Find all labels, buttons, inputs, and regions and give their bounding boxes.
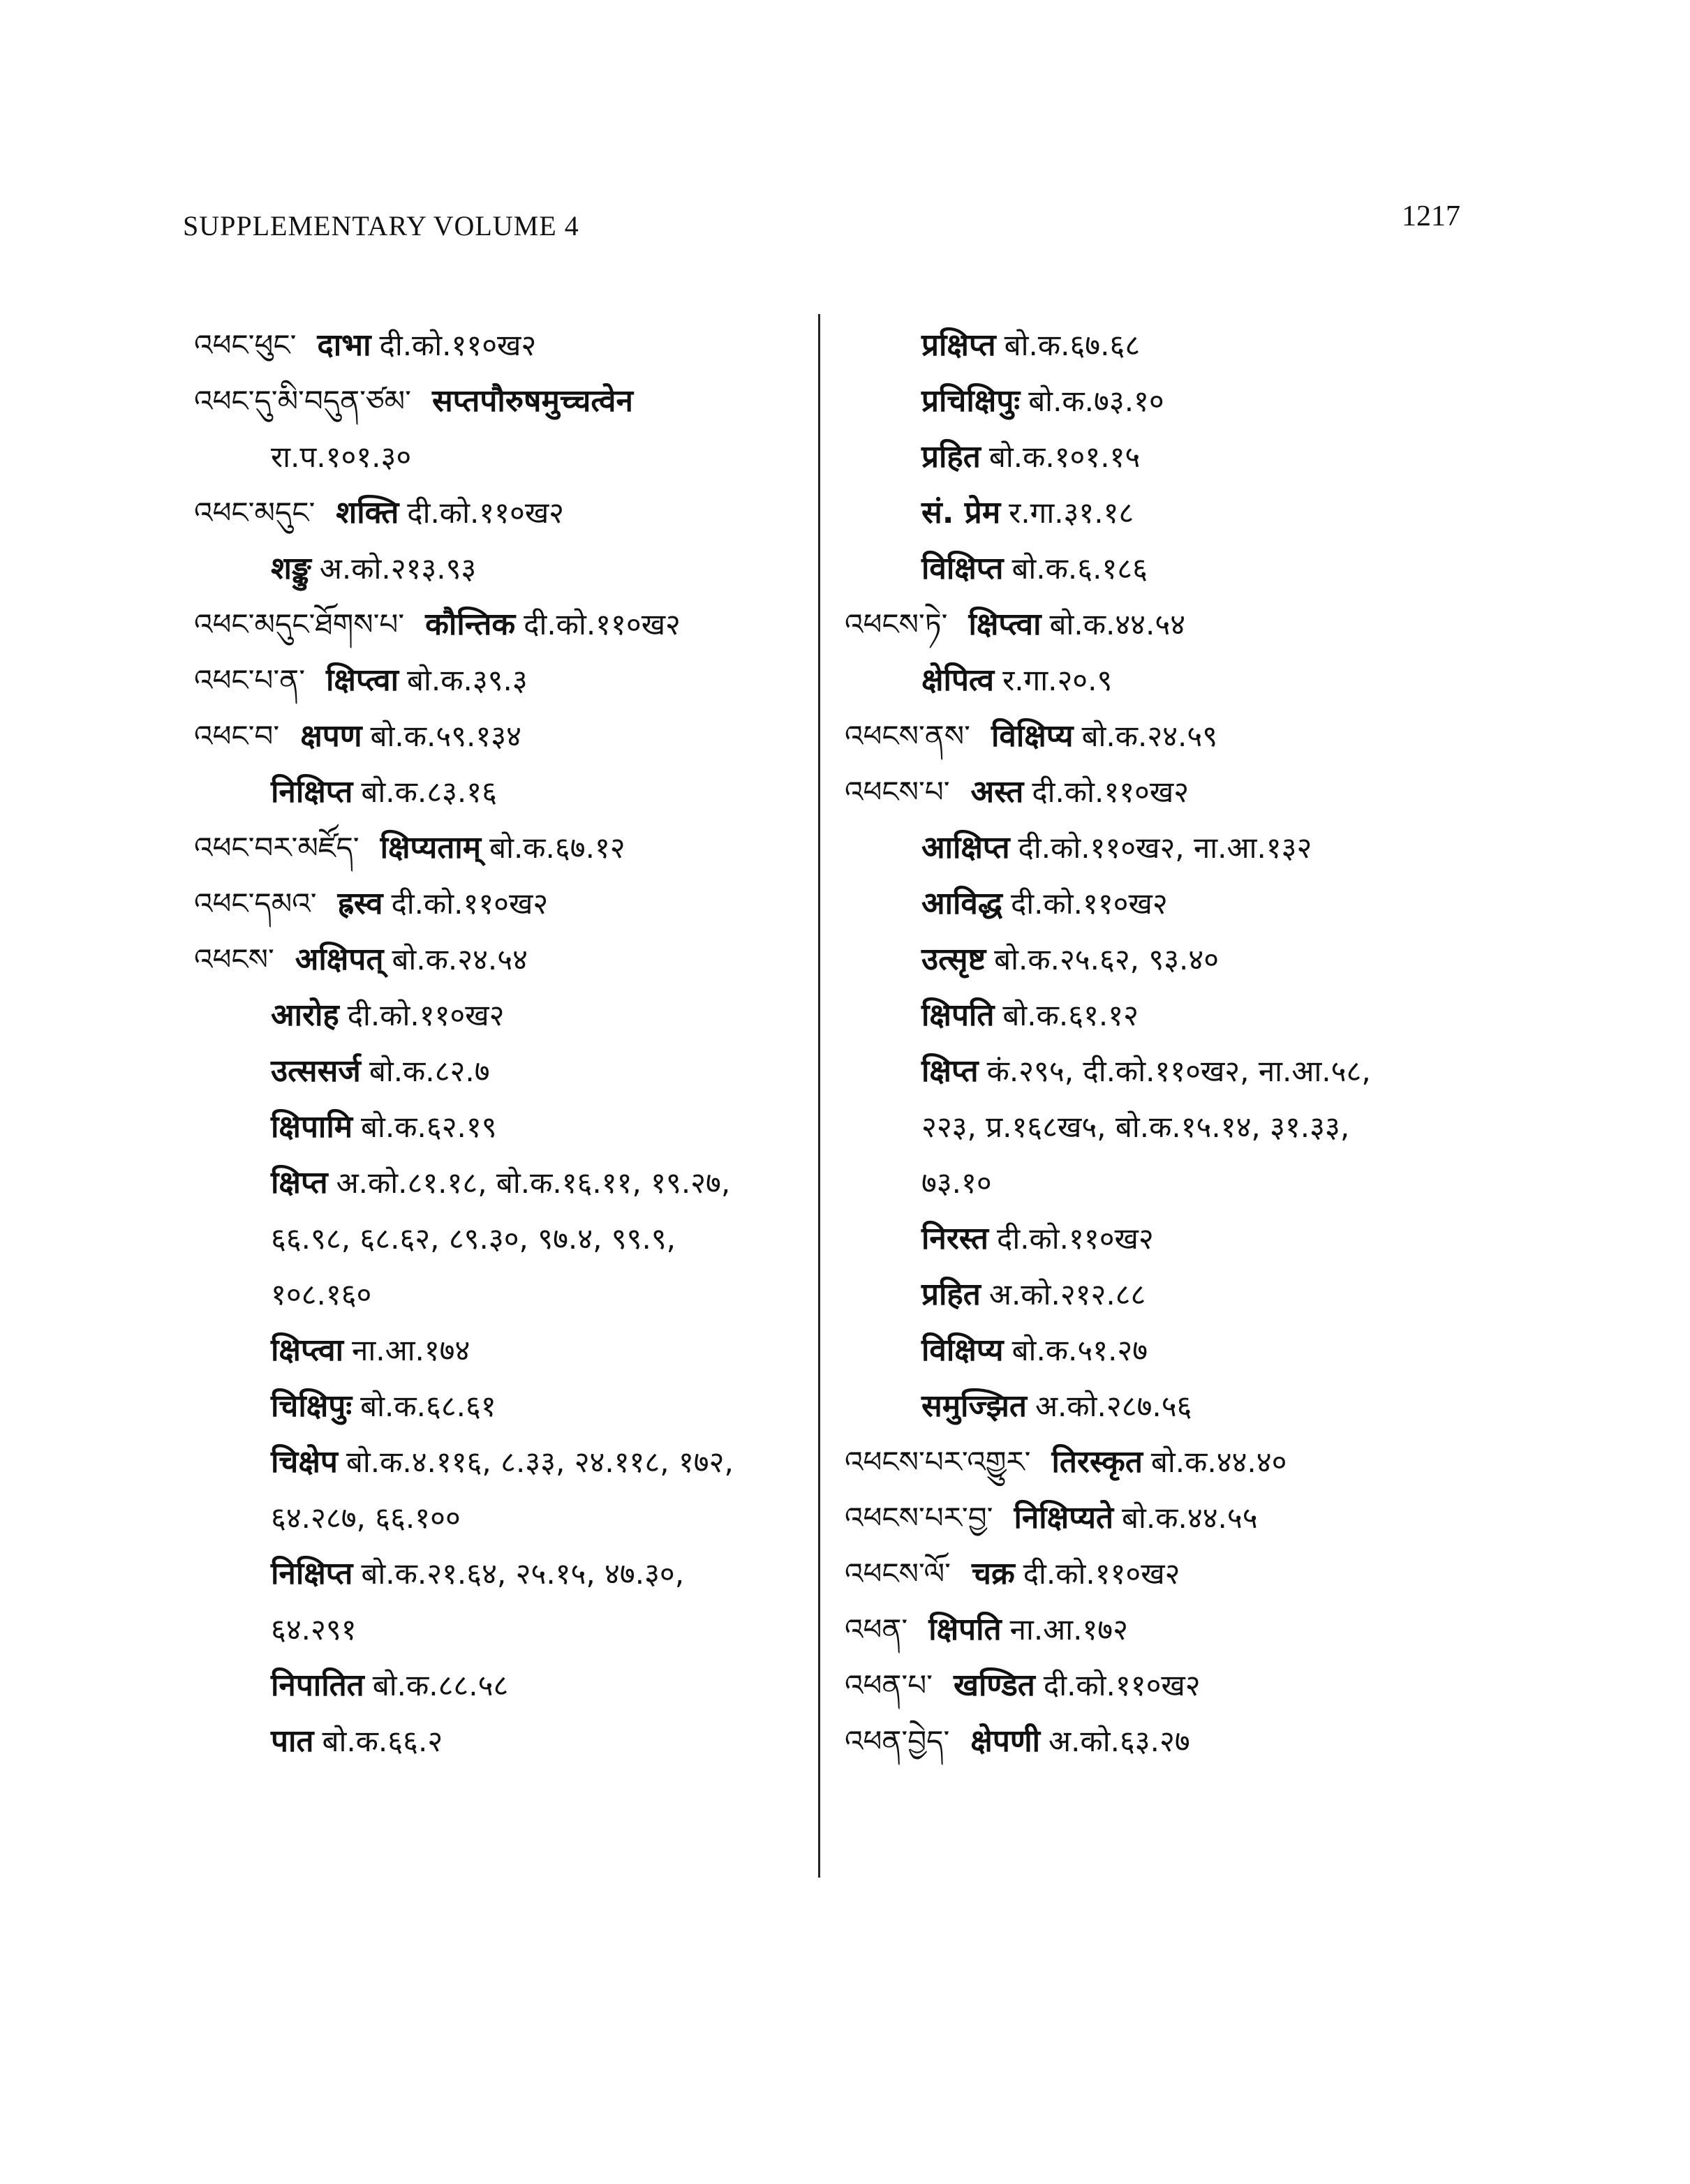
sub-entry bbox=[845, 1155, 1459, 1211]
sanskrit-equivalent: सप्तपौरुषमुच्चत्वेन bbox=[431, 383, 633, 419]
sanskrit-equivalent: अस्त bbox=[970, 774, 1024, 810]
source-reference: बो.क.२४.५४ bbox=[392, 942, 528, 976]
source-reference: १०८.१६० bbox=[271, 1277, 372, 1312]
sanskrit-equivalent: क्षेपणी bbox=[970, 1723, 1041, 1759]
page-header bbox=[183, 200, 1460, 248]
page-number: 1217 bbox=[1402, 200, 1460, 232]
dictionary-entry bbox=[194, 318, 822, 373]
tibetan-headword: འཕང་པ་ན་ bbox=[194, 663, 306, 697]
source-reference: बो.क.६७.१२ bbox=[489, 831, 625, 865]
source-reference: र.गा.२०.९ bbox=[1002, 663, 1113, 697]
source-reference: ना.आ.१७२ bbox=[1009, 1612, 1128, 1647]
source-reference: बो.क.५९.१३४ bbox=[370, 719, 521, 753]
source-reference: ६६.९८, ६८.६२, ८९.३०, ९७.४, ९९.९, bbox=[271, 1221, 676, 1256]
source-reference: दी.को.११०ख२ bbox=[407, 496, 565, 530]
sub-entry bbox=[194, 1267, 822, 1323]
sub-entry bbox=[845, 932, 1459, 988]
sub-entry bbox=[845, 1267, 1459, 1323]
column-divider bbox=[818, 314, 820, 1878]
source-reference: अ.को.८१.१८, बो.क.१६.११, १९.२७, bbox=[336, 1166, 731, 1200]
source-reference: बो.क.६१.१२ bbox=[1002, 998, 1139, 1032]
source-reference: बो.क.७३.१० bbox=[1028, 384, 1164, 418]
source-reference: बो.क.६६.२ bbox=[322, 1724, 443, 1758]
dictionary-entry bbox=[194, 708, 822, 764]
sanskrit-equivalent: प्रचिक्षिपुः bbox=[921, 383, 1021, 419]
sub-entry bbox=[845, 876, 1459, 932]
sanskrit-equivalent: उत्सृष्ट bbox=[921, 942, 986, 977]
dictionary-entry bbox=[845, 708, 1459, 764]
source-reference: बो.क.५१.२७ bbox=[1011, 1333, 1148, 1367]
source-reference: दी.को.११०ख२ bbox=[391, 886, 549, 921]
sub-entry bbox=[194, 1546, 822, 1602]
source-reference: दी.को.११०ख२ bbox=[524, 607, 681, 641]
sub-entry bbox=[845, 1379, 1459, 1434]
sanskrit-equivalent: क्षिप्त bbox=[921, 1053, 979, 1089]
dictionary-entry bbox=[845, 1434, 1459, 1490]
sanskrit-equivalent: क्षिपति bbox=[928, 1612, 1002, 1647]
sanskrit-equivalent: शङ्कु bbox=[271, 551, 311, 586]
sanskrit-equivalent: विक्षिप्य bbox=[921, 1332, 1004, 1368]
sanskrit-equivalent: उत्ससर्ज bbox=[271, 1053, 361, 1089]
sanskrit-equivalent: सं. प्रेम bbox=[921, 495, 1001, 530]
dictionary-entry bbox=[845, 1546, 1459, 1602]
sub-entry bbox=[194, 1211, 822, 1267]
source-reference: दी.को.११०ख२ bbox=[1010, 886, 1168, 921]
tibetan-headword: འཕང་དམའ་ bbox=[194, 886, 317, 921]
left-column bbox=[194, 318, 822, 1769]
sanskrit-equivalent: पात bbox=[271, 1723, 314, 1759]
tibetan-headword: འཕང་བར་མཛོད་ bbox=[194, 831, 360, 865]
source-reference: बो.क.६.१८६ bbox=[1011, 551, 1148, 586]
sub-entry bbox=[845, 373, 1459, 429]
tibetan-headword: འཕངས་པར་འགྱུར་ bbox=[845, 1445, 1031, 1479]
sanskrit-equivalent: क्षिप्त्वा bbox=[326, 662, 399, 698]
source-reference: अ.को.२१२.८८ bbox=[988, 1277, 1146, 1312]
sanskrit-equivalent: क्षिप्त्वा bbox=[271, 1332, 344, 1368]
sanskrit-equivalent: विक्षिप्त bbox=[921, 551, 1004, 586]
sanskrit-equivalent: निरस्त bbox=[921, 1221, 989, 1256]
sub-entry bbox=[845, 1211, 1459, 1267]
source-reference: बो.क.८३.१६ bbox=[361, 775, 497, 809]
sanskrit-equivalent: कौन्तिक bbox=[425, 607, 516, 642]
sub-entry bbox=[845, 541, 1459, 597]
sanskrit-equivalent: शक्ति bbox=[336, 495, 399, 530]
source-reference: बो.क.२५.६२, ९३.४० bbox=[994, 942, 1220, 976]
sub-entry bbox=[845, 485, 1459, 541]
sanskrit-equivalent: चिक्षेप bbox=[271, 1444, 338, 1480]
dictionary-entry bbox=[194, 820, 822, 876]
tibetan-headword: འཕན་ bbox=[845, 1612, 908, 1647]
source-reference: रा.प.१०१.३० bbox=[271, 440, 412, 474]
sanskrit-equivalent: क्षिपति bbox=[921, 997, 995, 1033]
source-reference: दी.को.११०ख२ bbox=[347, 998, 505, 1032]
sanskrit-equivalent: चिक्षिपुः bbox=[271, 1388, 353, 1424]
sub-entry bbox=[194, 1323, 822, 1379]
sub-entry bbox=[845, 429, 1459, 485]
dictionary-entry bbox=[845, 1714, 1459, 1769]
sub-entry bbox=[845, 1043, 1459, 1099]
sub-entry bbox=[194, 1099, 822, 1155]
source-reference: बो.क.४४.४० bbox=[1150, 1445, 1287, 1479]
sanskrit-equivalent: निपातित bbox=[271, 1667, 364, 1703]
sanskrit-equivalent: क्षिप्त bbox=[271, 1165, 328, 1201]
dictionary-entry bbox=[845, 764, 1459, 820]
source-reference: र.गा.३१.१८ bbox=[1009, 496, 1134, 530]
sanskrit-equivalent: आरोह bbox=[271, 997, 339, 1033]
sanskrit-equivalent: समुज्झित bbox=[921, 1388, 1027, 1424]
sanskrit-equivalent: क्षिपामि bbox=[271, 1109, 353, 1145]
source-reference: अ.को.२८७.५६ bbox=[1035, 1389, 1192, 1423]
sub-entry bbox=[194, 1714, 822, 1769]
tibetan-headword: འཕན་པ་ bbox=[845, 1668, 933, 1702]
sub-entry bbox=[194, 1434, 822, 1490]
source-reference: दी.को.११०ख२ bbox=[1032, 775, 1189, 809]
dictionary-entry bbox=[194, 597, 822, 653]
dictionary-entry bbox=[194, 932, 822, 988]
sanskrit-equivalent: निक्षिप्यते bbox=[1014, 1500, 1114, 1536]
tibetan-headword: འཕང་མདུང་ཐོགས་པ་ bbox=[194, 607, 405, 641]
sub-entry bbox=[845, 1099, 1459, 1155]
source-reference: बो.क.८२.७ bbox=[369, 1054, 490, 1088]
sub-entry bbox=[194, 429, 822, 485]
sub-entry bbox=[194, 1490, 822, 1546]
source-reference: बो.क.६७.६८ bbox=[1004, 328, 1141, 362]
sub-entry bbox=[194, 764, 822, 820]
sub-entry bbox=[194, 1155, 822, 1211]
sanskrit-equivalent: अक्षिपत् bbox=[295, 942, 384, 977]
sanskrit-equivalent: आविद्ध bbox=[921, 886, 1002, 921]
sanskrit-equivalent: क्षपण bbox=[300, 718, 362, 754]
source-reference: बो.क.२४.५९ bbox=[1081, 719, 1218, 753]
source-reference: ६४.२८७, ६६.१०० bbox=[271, 1501, 461, 1535]
sub-entry bbox=[845, 820, 1459, 876]
sanskrit-equivalent: विक्षिप्य bbox=[991, 718, 1074, 754]
sanskrit-equivalent: प्रक्षिप्त bbox=[921, 327, 996, 363]
source-reference: ७३.१० bbox=[921, 1166, 992, 1200]
source-reference: दी.को.११०ख२, ना.आ.१३२ bbox=[1018, 831, 1312, 865]
source-reference: अ.को.२१३.९३ bbox=[319, 551, 477, 586]
sanskrit-equivalent: खण्डित bbox=[953, 1667, 1035, 1703]
right-column bbox=[845, 318, 1459, 1769]
dictionary-entry bbox=[845, 1490, 1459, 1546]
source-reference: ना.आ.१७४ bbox=[352, 1333, 470, 1367]
source-reference: बो.क.४.११६, ८.३३, २४.११८, १७२, bbox=[346, 1445, 734, 1479]
tibetan-headword: འཕངས་ནས་ bbox=[845, 719, 970, 753]
source-reference: बो.क.४४.५४ bbox=[1049, 607, 1186, 641]
source-reference: कं.२९५, दी.को.११०ख२, ना.आ.५८, bbox=[986, 1054, 1371, 1088]
sub-entry bbox=[845, 318, 1459, 373]
sanskrit-equivalent: प्रहित bbox=[921, 439, 981, 475]
sanskrit-equivalent: ह्रस्व bbox=[337, 886, 383, 921]
source-reference: बो.क.८८.५८ bbox=[372, 1668, 509, 1702]
tibetan-headword: འཕངས་ལོ་ bbox=[845, 1557, 951, 1591]
tibetan-headword: འཕང་དུ་མི་བདུན་ཙམ་ bbox=[194, 384, 411, 418]
tibetan-headword: འཕན་བྱེད་ bbox=[845, 1724, 950, 1758]
sub-entry bbox=[845, 1323, 1459, 1379]
dictionary-entry bbox=[194, 653, 822, 708]
source-reference: दी.को.११०ख२ bbox=[379, 328, 537, 362]
tibetan-headword: འཕངས་པ་ bbox=[845, 775, 950, 809]
sub-entry bbox=[845, 988, 1459, 1043]
sub-entry bbox=[194, 1658, 822, 1714]
source-reference: बो.क.३९.३ bbox=[407, 663, 528, 697]
tibetan-headword: འཕང་མདུང་ bbox=[194, 496, 316, 530]
sanskrit-equivalent: क्षिप्यताम् bbox=[380, 830, 482, 866]
sub-entry bbox=[194, 988, 822, 1043]
source-reference: बो.क.२१.६४, २५.१५, ४७.३०, bbox=[361, 1557, 685, 1591]
source-reference: अ.को.६३.२७ bbox=[1048, 1724, 1190, 1758]
tibetan-headword: འཕངས་ bbox=[194, 942, 274, 976]
sanskrit-equivalent: क्षेपित्व bbox=[921, 662, 995, 698]
source-reference: दी.को.११०ख२ bbox=[1023, 1557, 1180, 1591]
tibetan-headword: འཕངས་པར་བྱ་ bbox=[845, 1501, 993, 1535]
source-reference: बो.क.१०१.१५ bbox=[988, 440, 1141, 474]
tibetan-headword: འཕང་ཕུང་ bbox=[194, 328, 297, 362]
sanskrit-equivalent: चक्र bbox=[972, 1556, 1015, 1591]
dictionary-entry bbox=[194, 373, 822, 429]
source-reference: ६४.२९१ bbox=[271, 1612, 357, 1647]
sanskrit-equivalent: तिरस्कृत bbox=[1051, 1444, 1143, 1480]
sub-entry bbox=[194, 1043, 822, 1099]
source-reference: बो.क.४४.५५ bbox=[1122, 1501, 1258, 1535]
dictionary-entry bbox=[845, 597, 1459, 653]
sanskrit-equivalent: निक्षिप्त bbox=[271, 774, 353, 810]
dictionary-entry bbox=[845, 1602, 1459, 1658]
sub-entry bbox=[194, 1379, 822, 1434]
sub-entry bbox=[194, 541, 822, 597]
sanskrit-equivalent: दाभा bbox=[317, 327, 371, 363]
dictionary-entry bbox=[194, 485, 822, 541]
tibetan-headword: འཕང་བ་ bbox=[194, 719, 280, 753]
sanskrit-equivalent: निक्षिप्त bbox=[271, 1556, 353, 1591]
running-head: SUPPLEMENTARY VOLUME 4 bbox=[183, 210, 579, 242]
source-reference: २२३, प्र.१६८ख५, बो.क.१५.१४, ३१.३३, bbox=[921, 1110, 1350, 1144]
sub-entry bbox=[194, 1602, 822, 1658]
dictionary-entry bbox=[845, 1658, 1459, 1714]
sanskrit-equivalent: प्रहित bbox=[921, 1277, 981, 1312]
sanskrit-equivalent: आक्षिप्त bbox=[921, 830, 1010, 866]
source-reference: दी.को.११०ख२ bbox=[1043, 1668, 1201, 1702]
dictionary-entry bbox=[194, 876, 822, 932]
tibetan-headword: འཕངས་ཏེ་ bbox=[845, 607, 948, 641]
sub-entry bbox=[845, 653, 1459, 708]
source-reference: बो.क.६२.१९ bbox=[361, 1110, 497, 1144]
source-reference: दी.को.११०ख२ bbox=[997, 1221, 1154, 1256]
sanskrit-equivalent: क्षिप्त्वा bbox=[968, 607, 1042, 642]
source-reference: बो.क.६८.६१ bbox=[360, 1389, 496, 1423]
